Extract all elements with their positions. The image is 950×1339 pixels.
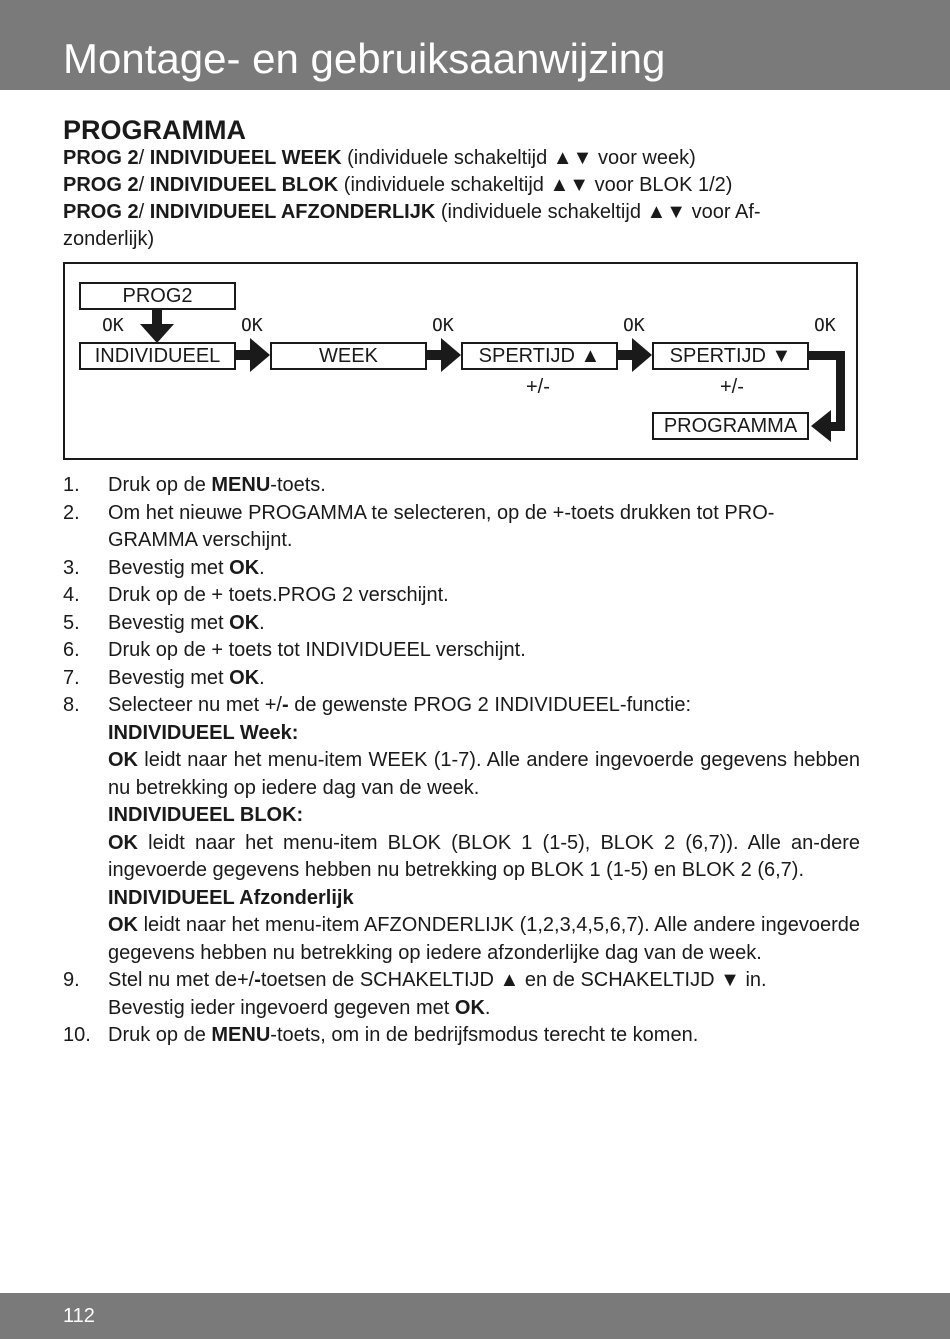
step-text: Om het nieuwe PROGAMMA te selecteren, op de +-toets drukken tot PRO- — [108, 501, 775, 524]
intro-sep: / — [138, 201, 150, 223]
step-number: 7. — [63, 666, 80, 689]
page-footer — [0, 1293, 950, 1339]
step-text: -toets. — [270, 474, 326, 496]
intro-prog: PROG 2 — [63, 201, 139, 223]
step-keyword: OK — [108, 914, 138, 936]
list-item — [63, 637, 860, 665]
sub-text-afzonderlijk — [108, 912, 860, 967]
step-number: 10. — [63, 1024, 91, 1046]
list-item — [63, 555, 860, 583]
box-programma: PROGRAMMA — [652, 412, 809, 440]
step-text: Druk op de + toets.PROG 2 verschijnt. — [108, 584, 449, 606]
intro-prog: PROG 2 — [63, 147, 139, 169]
sub-text-blok — [108, 830, 860, 885]
step-number: 4. — [63, 584, 80, 606]
intro-sep: / — [138, 147, 150, 169]
ok-label: OK — [814, 315, 836, 336]
step-text: leidt naar het menu-item AFZONDERLIJK (1,2,3,4,5,6,7). Alle andere ingevoerde gegevens hebben nu betrekking op iedere afzonderlijke dag van de week. — [108, 914, 860, 964]
step-text: GRAMMA verschijnt. — [108, 529, 293, 551]
step-number: 5. — [63, 611, 80, 634]
ok-label: OK — [102, 315, 124, 336]
step-keyword: - — [254, 969, 261, 991]
intro-sep: / — [138, 174, 150, 196]
step-text: Bevestig met — [108, 611, 230, 634]
box-spertijd-down: SPERTIJD ▼ — [652, 342, 809, 370]
step-text: Bevestig ieder ingevoerd gegeven met — [108, 996, 455, 1019]
arrow-right-icon — [618, 338, 652, 372]
plusminus-label: +/- — [526, 376, 550, 398]
subheading-week: INDIVIDUEEL Week: — [108, 721, 299, 744]
step-keyword: OK — [454, 996, 485, 1019]
intro-desc: (individuele schakeltijd ▲▼ voor week) — [341, 147, 696, 169]
arrow-down-icon — [140, 310, 174, 343]
step-text: Druk op de — [108, 1024, 212, 1046]
step-number: 8. — [63, 694, 80, 716]
step-text: . — [259, 666, 265, 689]
intro-desc: (individuele schakeltijd ▲▼ voor BLOK 1/2) — [338, 174, 733, 196]
step-text: . — [484, 996, 491, 1019]
box-week: WEEK — [270, 342, 427, 370]
step-keyword: OK — [108, 749, 138, 771]
step-number: 2. — [63, 501, 80, 524]
step-text: leidt naar het menu-item WEEK (1-7). Alle andere ingevoerde gegevens hebben nu betrekking op iedere dag van de week. — [108, 749, 860, 799]
instruction-list — [63, 472, 860, 1050]
step-text: toetsen de SCHAKELTIJD ▲ en de SCHAKELTIJD ▼ in. — [260, 969, 767, 991]
ok-label: OK — [432, 315, 454, 336]
arrow-return-icon — [809, 351, 845, 442]
list-item — [63, 1022, 860, 1050]
list-item — [63, 665, 860, 693]
step-keyword: OK — [229, 556, 260, 579]
step-text: . — [259, 611, 265, 634]
step-text: de gewenste PROG 2 INDIVIDUEEL-functie: — [288, 694, 692, 716]
step-text: Druk op de — [108, 474, 212, 496]
step-keyword: OK — [108, 831, 138, 854]
step-keyword: MENU — [211, 1024, 271, 1046]
ok-label: OK — [623, 315, 645, 336]
subheading-blok: INDIVIDUEEL BLOK: — [108, 804, 304, 826]
plusminus-label: +/- — [720, 376, 744, 398]
list-item — [63, 582, 860, 610]
page-number: 112 — [63, 1305, 95, 1327]
sub-text-week — [108, 747, 860, 802]
step-text: Stel nu met de+/ — [108, 969, 255, 991]
box-individueel: INDIVIDUEEL — [79, 342, 236, 370]
list-item — [63, 610, 860, 638]
step-text: Selecteer nu met +/ — [108, 694, 282, 716]
intro-mode: INDIVIDUEEL AFZONDERLIJK — [149, 201, 436, 223]
list-item — [63, 472, 860, 500]
intro-prog: PROG 2 — [63, 174, 139, 196]
step-text: Bevestig met — [108, 556, 230, 579]
box-spertijd-up: SPERTIJD ▲ — [461, 342, 618, 370]
subheading-afzonderlijk: INDIVIDUEEL Afzonderlijk — [108, 886, 354, 909]
step-keyword: - — [281, 694, 289, 716]
step-number: 6. — [63, 639, 80, 661]
step-text: . — [259, 556, 265, 579]
step-text: Druk op de + toets tot INDIVIDUEEL verschijnt. — [108, 639, 526, 661]
step-number: 1. — [63, 474, 80, 496]
intro-line-week — [63, 145, 863, 172]
page-header — [0, 0, 950, 90]
step-text: -toets, om in de bedrijfsmodus terecht te komen. — [270, 1024, 699, 1046]
intro-mode: INDIVIDUEEL BLOK — [149, 174, 339, 196]
list-item — [63, 967, 860, 1022]
intro-line-continuation: zonderlijk) — [63, 228, 155, 250]
intro-block — [63, 145, 863, 253]
step-number: 9. — [63, 969, 80, 991]
step-text: Bevestig met — [108, 666, 230, 689]
step-keyword: OK — [229, 611, 260, 634]
intro-desc: (individuele schakeltijd ▲▼ voor Af- — [435, 201, 761, 223]
step-text: leidt naar het menu-item BLOK (BLOK 1 (1-5), BLOK 2 (6,7)). Alle an-dere ingevoerde gegevens hebben nu betrekking op BLOK 1 (1-5) en BLOK 2 (6,7). — [108, 831, 860, 881]
box-prog2: PROG2 — [79, 282, 236, 310]
step-number: 3. — [63, 556, 80, 579]
intro-line-afzonderlijk — [63, 199, 863, 226]
step-keyword: MENU — [211, 474, 271, 496]
intro-line-blok — [63, 172, 863, 199]
intro-mode: INDIVIDUEEL WEEK — [149, 147, 342, 169]
menu-flow-diagram — [63, 262, 858, 460]
list-item — [63, 692, 860, 967]
arrow-right-icon — [427, 338, 461, 372]
section-title: PROGRAMMA — [63, 115, 246, 145]
step-keyword: OK — [229, 666, 260, 689]
list-item — [63, 500, 860, 555]
ok-label: OK — [241, 315, 263, 336]
arrow-right-icon — [236, 338, 270, 372]
header-title: Montage- en gebruiksaanwijzing — [63, 35, 666, 82]
